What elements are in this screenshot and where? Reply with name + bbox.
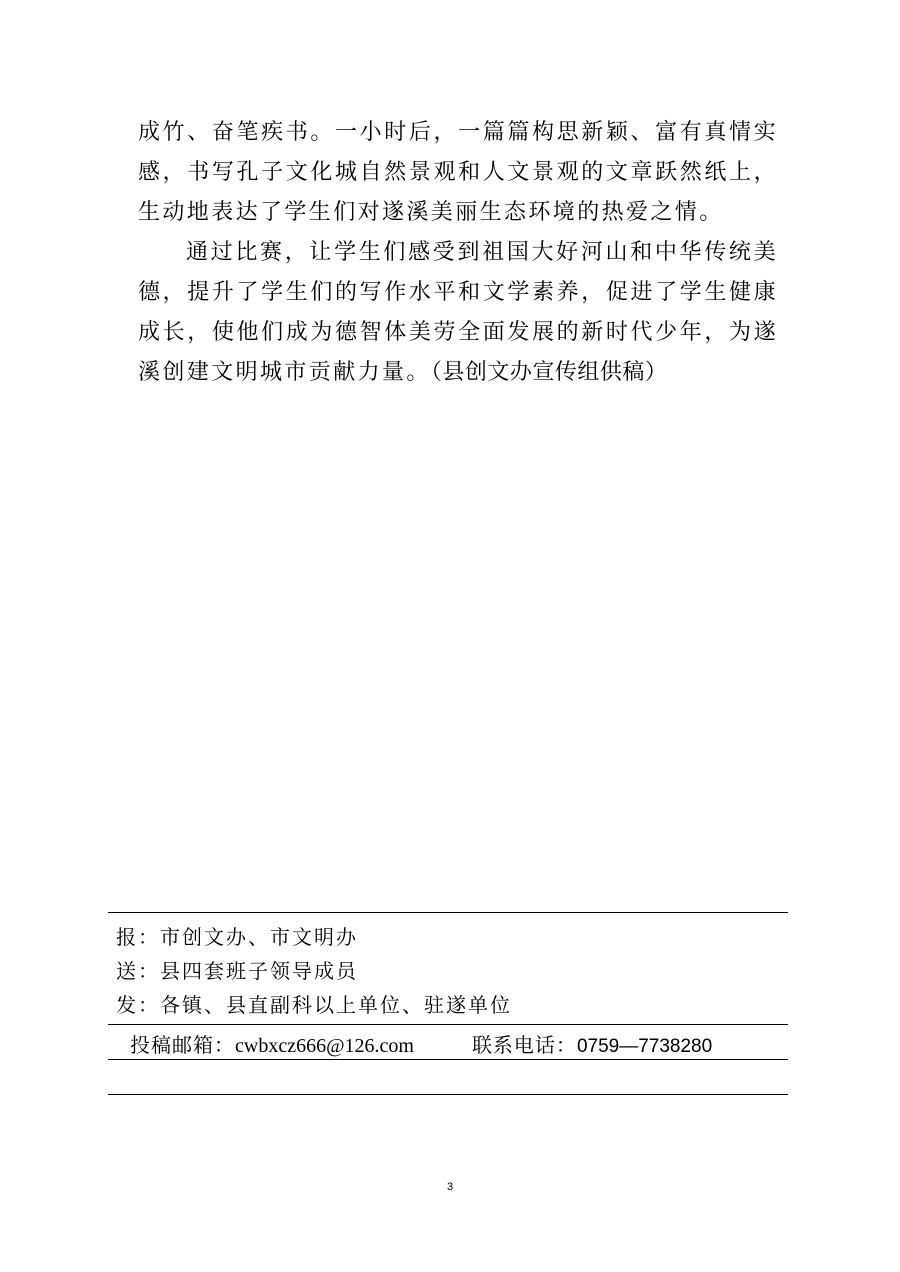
article-paragraph: [138, 113, 778, 233]
email-address[interactable]: cwbxcz666@126.com: [235, 1035, 414, 1057]
divider-line: [108, 1024, 788, 1025]
page-number: 3: [446, 1181, 454, 1193]
email-label: 投稿邮箱：: [130, 1033, 235, 1057]
article-paragraph: [138, 233, 778, 393]
divider-line: [108, 1059, 788, 1060]
phone-number: 0759—7738280: [576, 1036, 713, 1057]
paragraph-text: 成竹、奋笔疾书。一小时后，一篇篇构思新颖、富有真情实感，书写孔子文化城自然景观和人文景观的文章跃然纸上，生动地表达了学生们对遂溪美丽生态环境的热爱之情。: [138, 120, 778, 225]
divider-line: [108, 1094, 788, 1095]
paragraph-text: 通过比赛，让学生们感受到祖国大好河山和中华传统美德，提升了学生们的写作水平和文学素养，促进了学生健康成长，使他们成为德智体美劳全面发展的新时代少年，为遂溪创建文明城市贡献力量。: [138, 240, 778, 385]
article-body: [138, 113, 778, 393]
phone-label: 联系电话：: [471, 1033, 577, 1057]
report-to-line: 报：市创文办、市文明办: [116, 925, 358, 949]
send-to-line: 送：县四套班子领导成员: [116, 959, 358, 983]
contact-line: [130, 1033, 712, 1059]
source-note: （县创文办宣传组供稿）: [430, 360, 668, 385]
divider-line: [108, 912, 788, 913]
issue-to-line: 发：各镇、县直副科以上单位、驻遂单位: [116, 993, 512, 1017]
